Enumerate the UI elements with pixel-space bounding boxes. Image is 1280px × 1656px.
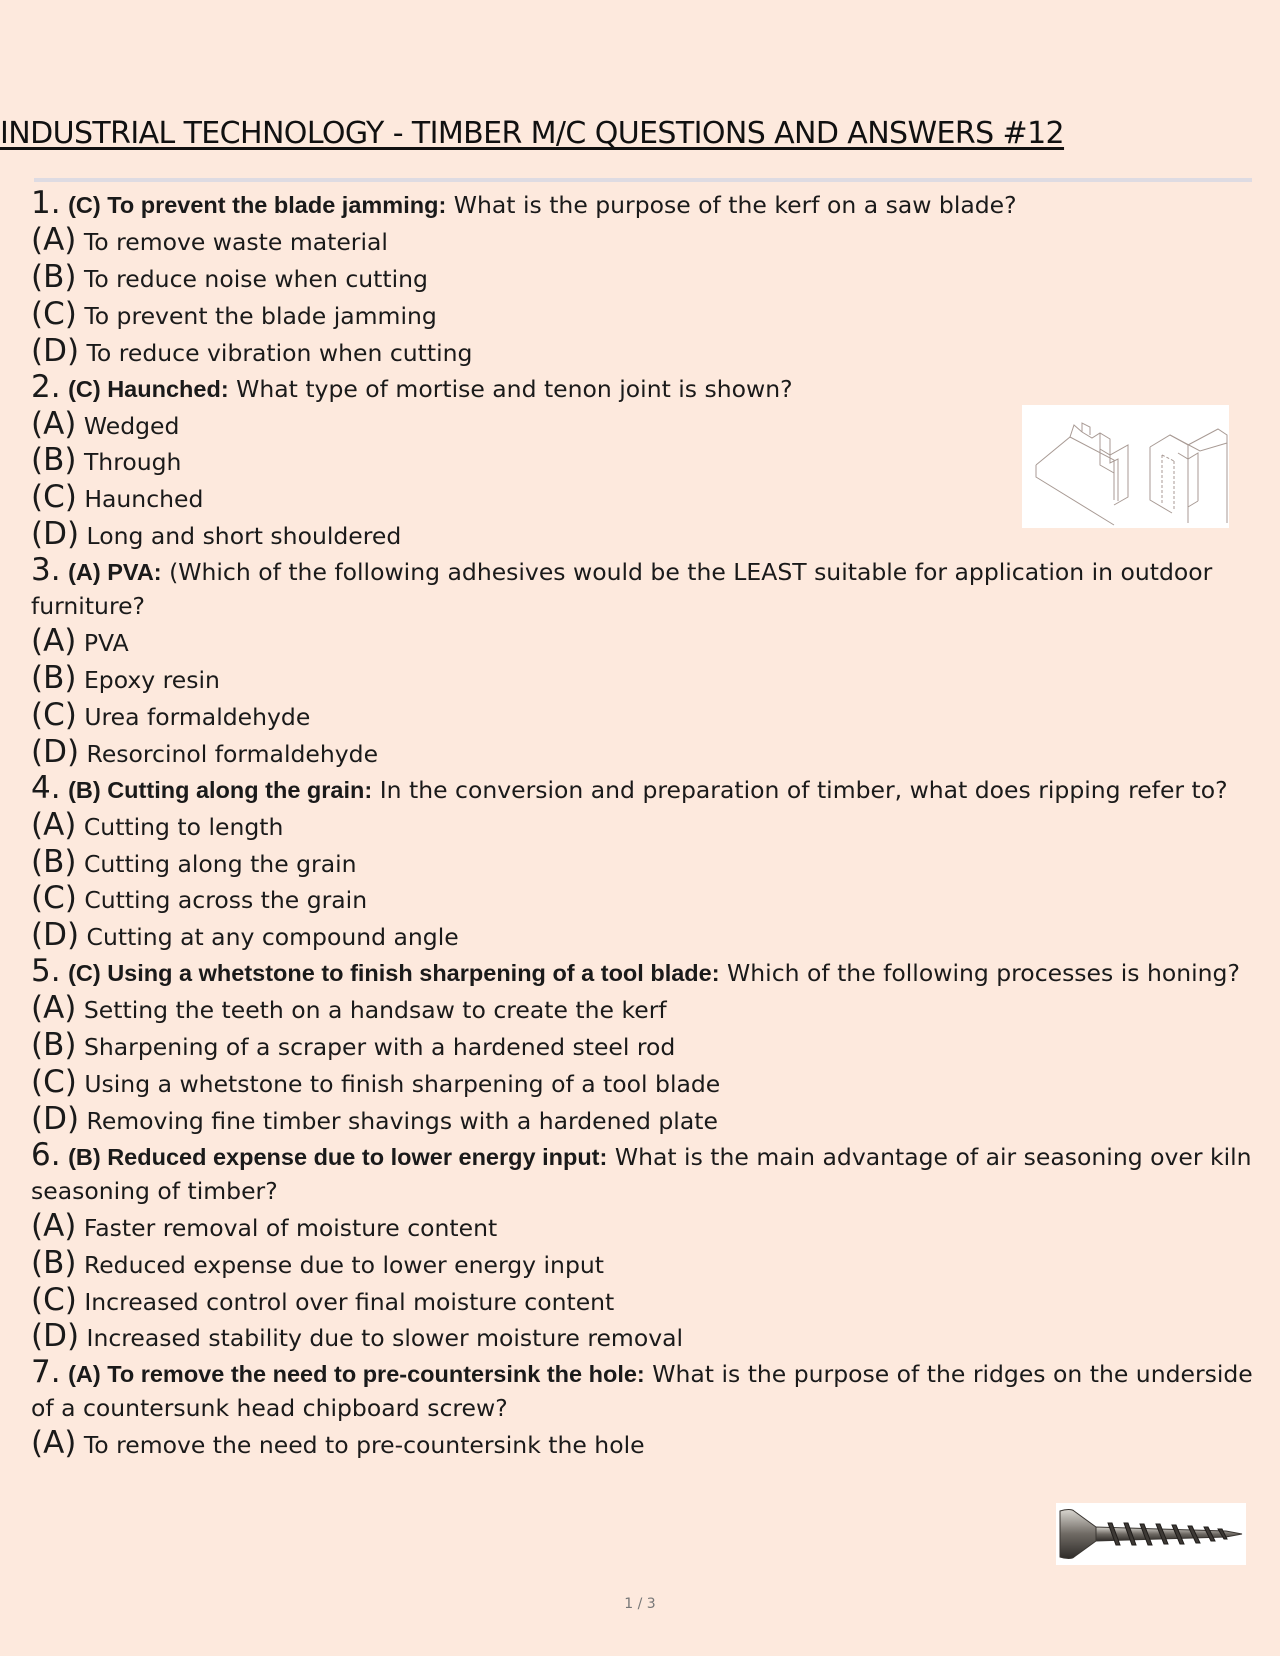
answer-key: (A) To remove the need to pre-countersink the hole: <box>68 1361 645 1388</box>
question-list <box>31 186 1256 1462</box>
option-text: Cutting at any compound angle <box>86 923 459 952</box>
question-block <box>31 1355 1256 1462</box>
option <box>31 660 1256 697</box>
question-block <box>31 186 1256 370</box>
option-text: Sharpening of a scraper with a hardened steel rod <box>83 1033 676 1062</box>
answer-key: (B) Cutting along the grain: <box>68 776 373 803</box>
question-text <box>31 553 1256 623</box>
question-text <box>31 186 1256 222</box>
question-number: 7. <box>31 1354 61 1391</box>
answer-key: (C) Haunched: <box>68 375 229 402</box>
option <box>31 1101 1256 1138</box>
question-stem: What is the purpose of the kerf on a saw blade? <box>453 191 1017 219</box>
option-letter: (C) <box>31 1064 77 1101</box>
option-letter: (D) <box>31 332 80 369</box>
option-text: Increased stability due to slower moisture removal <box>86 1324 684 1353</box>
option <box>31 222 1256 259</box>
option <box>31 1245 1256 1282</box>
question-block <box>31 553 1256 771</box>
question-text <box>31 1355 1256 1425</box>
joint-figure <box>1022 405 1229 528</box>
option-letter: (C) <box>31 295 77 332</box>
title-divider <box>34 178 1252 182</box>
question-stem: What is the main advantage of air seasoning over kiln seasoning of timber? <box>31 1142 1252 1205</box>
option-text: To reduce vibration when cutting <box>86 338 473 367</box>
option-letter: (B) <box>31 843 77 880</box>
option <box>31 623 1256 660</box>
option-letter: (B) <box>31 1027 77 1064</box>
option <box>31 1282 1256 1319</box>
option-letter: (A) <box>31 1425 77 1462</box>
option-letter: (B) <box>31 442 77 479</box>
question-number: 5. <box>31 953 61 990</box>
option-text: Epoxy resin <box>83 666 220 695</box>
option <box>31 1027 1256 1064</box>
option-text: Through <box>83 448 182 477</box>
question-text <box>31 954 1256 990</box>
option-text: To remove waste material <box>83 228 388 256</box>
question-stem: In the conversion and preparation of timber, what does ripping refer to? <box>379 775 1228 804</box>
option <box>31 1064 1256 1101</box>
option <box>31 333 1256 370</box>
question-text <box>31 1138 1256 1208</box>
option-letter: (A) <box>31 405 77 442</box>
question-stem: Which of the following processes is honing? <box>727 959 1240 988</box>
question-stem: What type of mortise and tenon joint is shown? <box>236 374 793 403</box>
option-text: Long and short shouldered <box>86 522 402 551</box>
question-stem: What is the purpose of the ridges on the underside of a countersunk head chipboard screw? <box>31 1360 1253 1423</box>
question-text <box>31 370 1256 406</box>
option-text: Setting the teeth on a handsaw to create the kerf <box>83 996 667 1025</box>
option-letter: (A) <box>31 222 77 258</box>
question-text <box>31 771 1256 807</box>
option <box>31 807 1256 844</box>
option-text: Cutting to length <box>83 812 284 841</box>
option-letter: (A) <box>31 990 77 1027</box>
option-letter: (B) <box>31 660 77 697</box>
option-letter: (D) <box>31 1318 80 1355</box>
option-text: Cutting along the grain <box>83 849 357 878</box>
document-title: INDUSTRIAL TECHNOLOGY - TIMBER M/C QUESTIONS AND ANSWERS #12 <box>0 116 1065 151</box>
option-text: To reduce noise when cutting <box>83 264 428 293</box>
option-text: Increased control over final moisture content <box>84 1287 615 1316</box>
answer-key: (B) Reduced expense due to lower energy input: <box>68 1143 608 1170</box>
option <box>31 880 1256 917</box>
option <box>31 296 1256 333</box>
answer-key: (A) PVA: <box>68 559 162 586</box>
option <box>31 1318 1256 1355</box>
option <box>31 1425 1256 1462</box>
question-number: 1. <box>31 185 61 221</box>
option-text: Removing fine timber shavings with a hardened plate <box>86 1106 718 1135</box>
option-text: Cutting across the grain <box>84 886 368 915</box>
option-text: Faster removal of moisture content <box>83 1213 498 1242</box>
option-text: Haunched <box>84 485 204 514</box>
option-letter: (B) <box>31 258 77 295</box>
answer-key: (C) To prevent the blade jamming: <box>68 192 447 218</box>
option-letter: (C) <box>31 1281 77 1318</box>
option-text: Wedged <box>83 411 180 440</box>
option-letter: (A) <box>31 1207 77 1244</box>
option-text: Reduced expense due to lower energy input <box>83 1250 604 1279</box>
question-number: 3. <box>31 552 61 589</box>
question-number: 6. <box>31 1136 61 1173</box>
option-letter: (B) <box>31 1244 77 1281</box>
page-number: 1 / 3 <box>624 1596 656 1612</box>
question-number: 2. <box>31 368 61 405</box>
question-block <box>31 954 1256 1138</box>
option-letter: (D) <box>31 733 80 770</box>
option-letter: (A) <box>31 623 77 660</box>
answer-key: (C) Using a whetstone to finish sharpening of a tool blade: <box>68 960 720 987</box>
option <box>31 844 1256 881</box>
option-letter: (A) <box>31 806 77 843</box>
option-letter: (C) <box>31 479 77 516</box>
option-letter: (C) <box>31 696 77 733</box>
option-letter: (C) <box>31 880 77 917</box>
option <box>31 990 1256 1027</box>
option-text: To prevent the blade jamming <box>84 301 437 330</box>
screw-figure <box>1056 1503 1246 1565</box>
option-text: To remove the need to pre-countersink the hole <box>83 1431 645 1460</box>
question-number: 4. <box>31 769 61 806</box>
option-text: Resorcinol formaldehyde <box>86 739 379 768</box>
option <box>31 734 1256 771</box>
question-block <box>31 771 1256 955</box>
option-letter: (D) <box>31 516 80 553</box>
question-stem: (Which of the following adhesives would be the LEAST suitable for application in outdoor furniture? <box>31 558 1213 621</box>
option <box>31 697 1256 734</box>
option <box>31 1208 1256 1245</box>
option-letter: (D) <box>31 1100 80 1137</box>
option-text: Urea formaldehyde <box>84 702 311 731</box>
option <box>31 259 1256 296</box>
option-text: Using a whetstone to finish sharpening of a tool blade <box>84 1070 721 1099</box>
question-block <box>31 1138 1256 1356</box>
option-letter: (D) <box>31 917 80 954</box>
chipboard-screw-illustration <box>1056 1503 1246 1565</box>
haunched-joint-illustration <box>1022 405 1229 528</box>
option <box>31 917 1256 954</box>
option-text: PVA <box>83 629 129 658</box>
